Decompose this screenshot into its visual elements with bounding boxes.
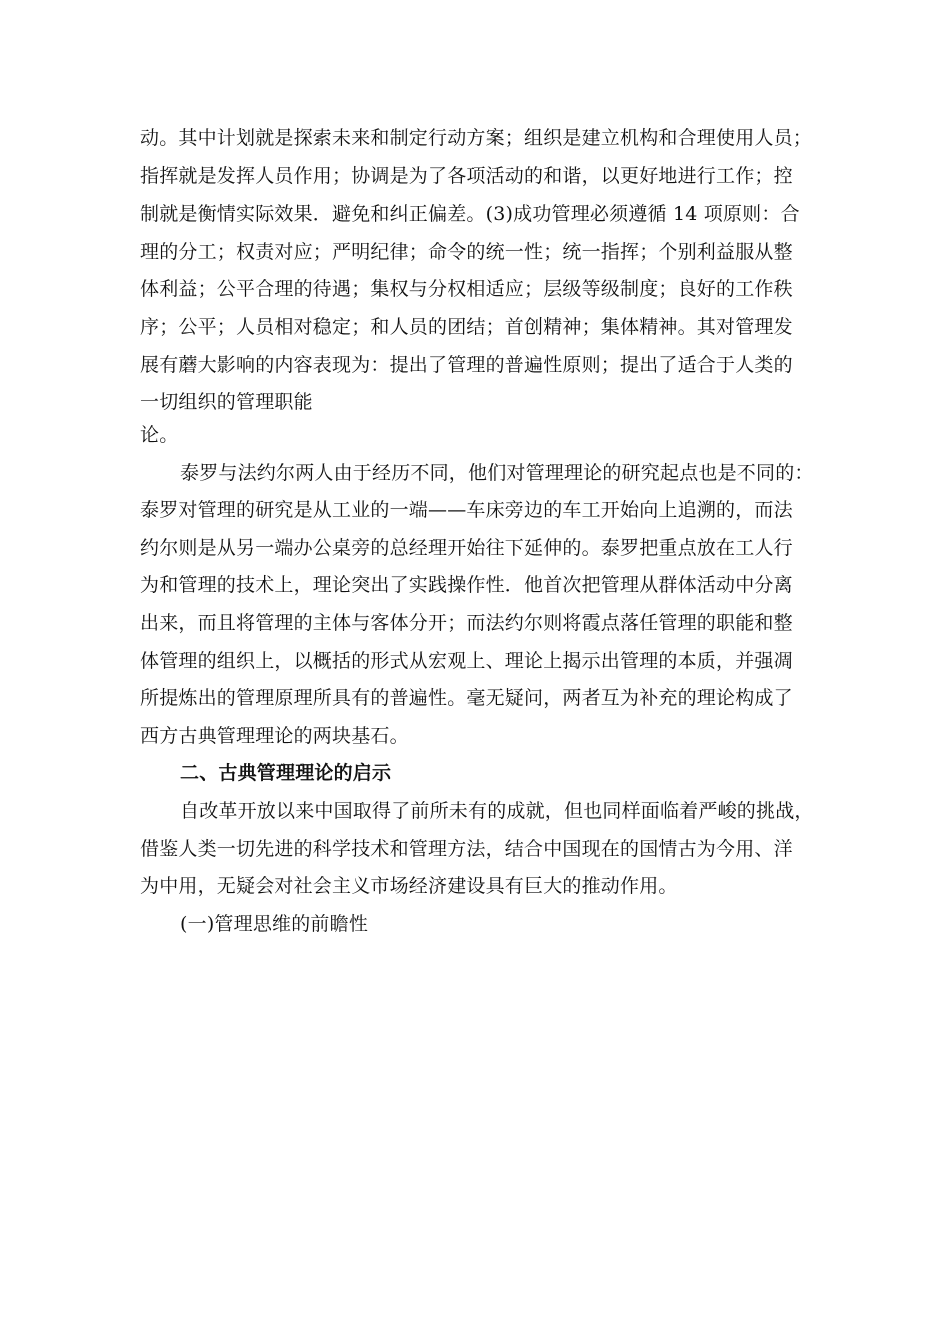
paragraph-1-line-5: 体利益；公平合理的待遇；集权与分权相适应；层级等级制度；良好的工作秩	[140, 278, 793, 300]
paragraph-1-line-4: 理的分工；权责对应；严明纪律；命令的统一性；统一指挥；个别利益服从整	[140, 241, 793, 263]
paragraph-2-line-7: 所提炼出的管理原理所具有的普遍性。毫无疑问，两者互为补充的理论构成了	[140, 687, 793, 709]
paragraph-2-line-8: 西方古典管理理论的两块基石。	[140, 725, 409, 747]
paragraph-1-line-7: 展有蘑大影响的内容表现为：提出了管理的普遍性原则；提出了适合于人类的	[140, 354, 793, 376]
paragraph-1-line-2: 指挥就是发挥人员作用；协调是为了各项活动的和谐，以更好地进行工作；控	[140, 165, 793, 187]
paragraph-2-line-5: 出来，而且将管理的主体与客体分开；而法约尔则将霞点落任管理的职能和整	[140, 612, 793, 634]
paragraph-1-line-9: 论。	[140, 424, 179, 446]
section-heading: 二、古典管理理论的启示	[180, 762, 392, 784]
paragraph-2-line-6: 体管理的组织上，以概括的形式从宏观上、理论上揭示出管理的本质，并强凋	[140, 650, 793, 672]
paragraph-3-line-1: 自改革开放以来中国取得了前所未有的成就，但也同样面临着严峻的挑战，	[180, 800, 814, 822]
paragraph-2-line-4: 为和管理的技术上，理论突出了实践操作性．他首次把管理从群体活动中分离	[140, 574, 793, 596]
paragraph-3-line-2: 借鉴人类一切先进的科学技术和管理方法，结合中国现在的国情古为今用、洋	[140, 838, 793, 860]
paragraph-2-line-1: 泰罗与法约尔两人由于经历不同，他们对管理理论的研究起点也是不同的：	[180, 462, 814, 484]
paragraph-1-line-6: 序；公平；人员相对稳定；和人员的团结；首创精神；集体精神。其对管理发	[140, 316, 793, 338]
paragraph-2-line-3: 约尔则是从另一端办公桌旁的总经理开始往下延伸的。泰罗把重点放在工人行	[140, 537, 793, 559]
paragraph-2-line-2: 泰罗对管理的研究是从工业的一端——车床旁边的车工开始向上追溯的，而法	[140, 499, 793, 521]
paragraph-1-line-3: 制就是衡情实际效果．避免和纠正偏差。(3)成功管理必须遵循 14 项原则：合	[140, 203, 800, 225]
paragraph-3-line-3: 为中用，无疑会对社会主义市场经济建设具有巨大的推动作用。	[140, 875, 678, 897]
paragraph-1-line-1: 动。其中计划就是探索未来和制定行动方案；组织是建立机构和合理使用人员；	[140, 127, 813, 149]
subsection-heading: (一)管理思维的前瞻性	[180, 913, 369, 935]
paragraph-1-line-8: 一切组织的管理职能	[140, 391, 313, 413]
